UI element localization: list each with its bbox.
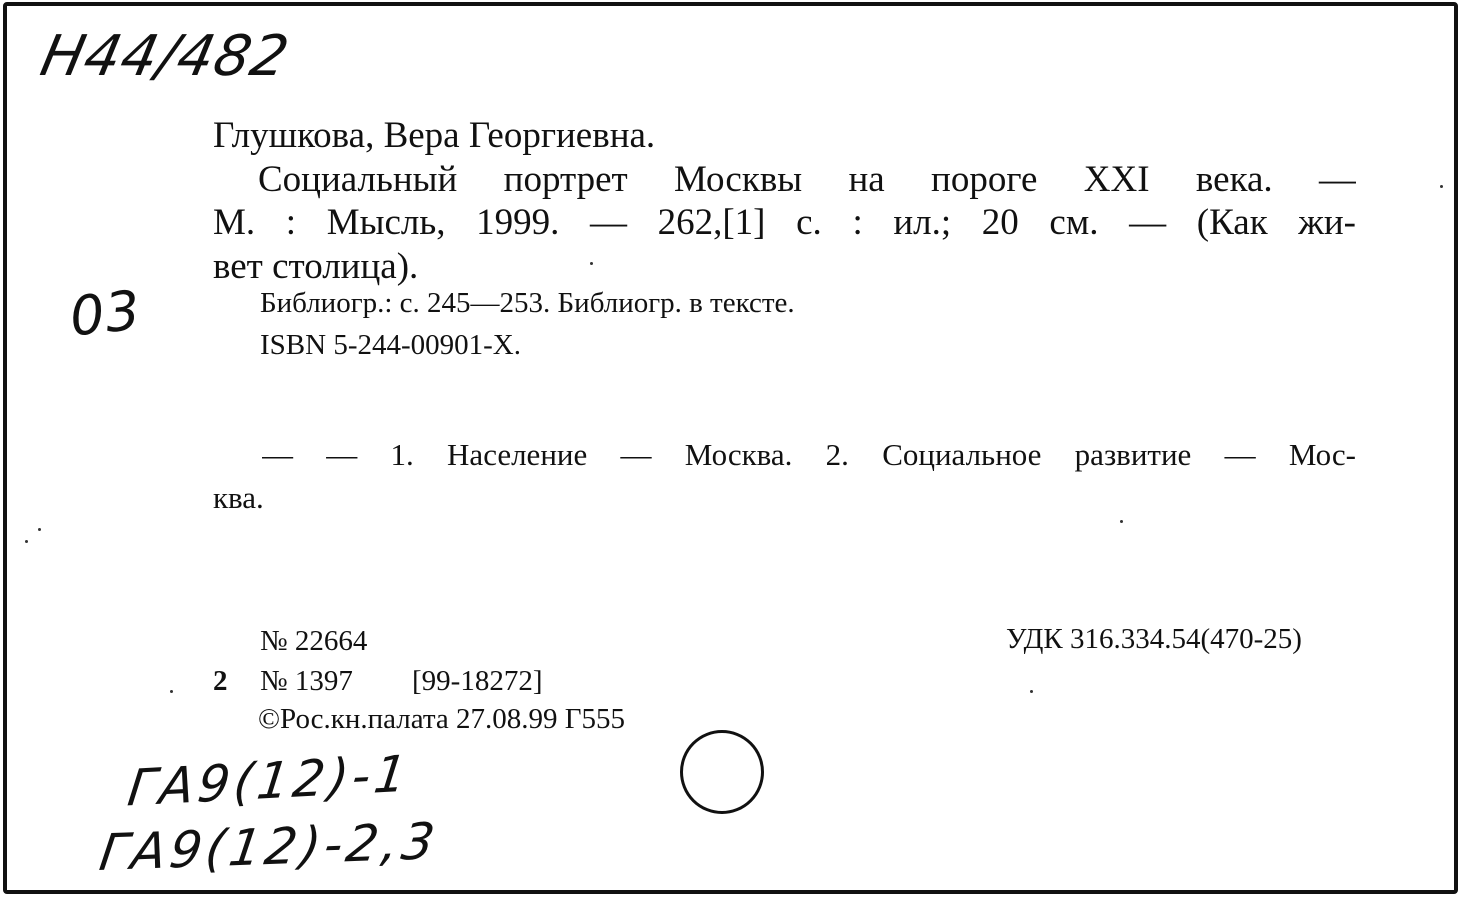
title-line-2: М. : Мысль, 1999. — 262,[1] с. : ил.; 20 см. — (Как жи- xyxy=(213,202,1356,243)
book-chamber-stamp: ©Рос.кн.палата 27.08.99 Г555 xyxy=(258,703,626,735)
scan-speck xyxy=(590,262,593,265)
handwritten-classification-1: ГА9(12)-1 xyxy=(124,744,414,818)
copies-count: 2 xyxy=(213,665,228,697)
subjects-line-2: ква. xyxy=(213,480,264,515)
scan-speck xyxy=(38,528,41,531)
title-line-1: Социальный портрет Москвы на пороге XXI века. — xyxy=(258,159,1356,200)
scan-speck xyxy=(25,540,28,543)
scan-speck xyxy=(1120,520,1123,523)
isbn: ISBN 5-244-00901-X. xyxy=(260,329,521,361)
punch-hole xyxy=(680,730,764,814)
scan-speck xyxy=(170,690,173,693)
scan-speck xyxy=(1030,690,1033,693)
udk-code: УДК 316.334.54(470-25) xyxy=(1006,623,1302,655)
handwritten-margin-mark: 03 xyxy=(66,278,144,349)
scan-speck xyxy=(1440,185,1443,188)
title-line-3: вет столица). xyxy=(213,246,419,287)
subjects-line-1: — — 1. Население — Москва. 2. Социальное развитие — Мос- xyxy=(262,437,1356,472)
handwritten-shelf-number: H44/482 xyxy=(35,24,296,89)
handwritten-classification-2: ГА9(12)-2,3 xyxy=(96,811,443,883)
author-heading: Глушкова, Вера Георгиевна. xyxy=(213,115,656,156)
card-number: № 1397 xyxy=(260,665,353,697)
bibliography-note: Библиогр.: с. 245—253. Библиогр. в тексте. xyxy=(260,287,795,319)
registration-number: № 22664 xyxy=(260,625,368,657)
card-reference: [99-18272] xyxy=(412,665,543,697)
